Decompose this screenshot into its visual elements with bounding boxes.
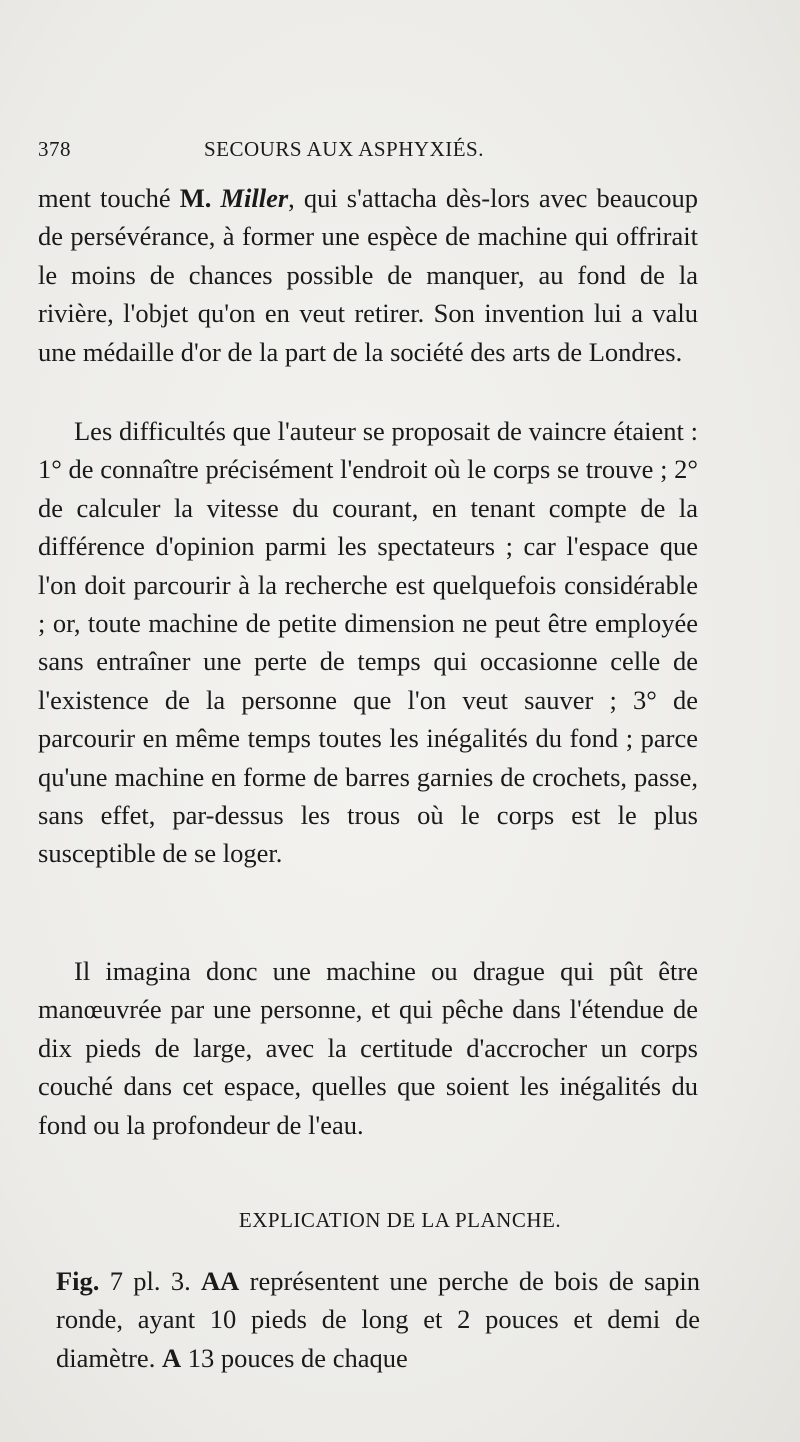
page-header (38, 137, 718, 173)
page-number: 378 (38, 137, 71, 161)
paragraph-difficulties: Les difficultés que l'auteur se proposait de vaincre étaient : 1° de connaître précisément l'endroit où le corps se trouve ; 2° de calculer la vitesse du courant, en tenant compte de la différence d'opinion parmi les spectateurs ; car l'espace que l'on doit parcourir à la recherche est quelquefois considérable ; or, toute machine de petite dimension ne peut être employée sans entraîner une perte de temps qui occasionne celle de l'existence de la personne que l'on veut sauver ; 3° de parcourir en même temps toutes les inégalités du fond ; parce qu'une machine en forme de barres garnies de crochets, passe, sans effet, par-dessus les trous où le corps est le plus susceptible de se loger. (38, 416, 698, 869)
figure-text: représentent une perche de bois de sapin ronde, ayant 10 pieds de long et 2 pouces et demi de diamètre. (56, 1266, 700, 1373)
figure-text: 13 pouces de chaque (181, 1342, 408, 1373)
paragraph-text: ment touché (38, 183, 180, 213)
figure-ref-a: A (161, 1342, 182, 1373)
paragraph-figure (56, 1262, 700, 1377)
section-heading: EXPLICATION DE LA PLANCHE. (238, 1208, 562, 1232)
name-prefix: M. (179, 183, 212, 213)
figure-ref-aa: AA (201, 1266, 240, 1296)
figure-label: Fig. (56, 1266, 100, 1296)
paragraph-text: , qui s'attacha dès-lors avec beaucoup de persévérance, à former une espèce de machine qui offrirait le moins de chances possible de manquer, au fond de la rivière, l'objet qu'on en veut retirer. Son invention lui a valu une médaille d'or de la part de la société des arts de Londres. (38, 183, 699, 367)
paragraph-machine: Il imagina donc une machine ou drague qui pût être manœuvrée par une personne, et qui pêche dans l'étendue de dix pieds de large, avec la certitude d'accrocher un corps couché dans cet espace, quelles que soient les inégalités du fond ou la profondeur de l'eau. (38, 956, 698, 1140)
figure-text: 7 pl. 3. (99, 1266, 202, 1296)
running-head: SECOURS AUX ASPHYXIÉS. (204, 137, 484, 161)
person-name: Miller (220, 183, 289, 213)
paragraph-continuation (38, 179, 698, 371)
